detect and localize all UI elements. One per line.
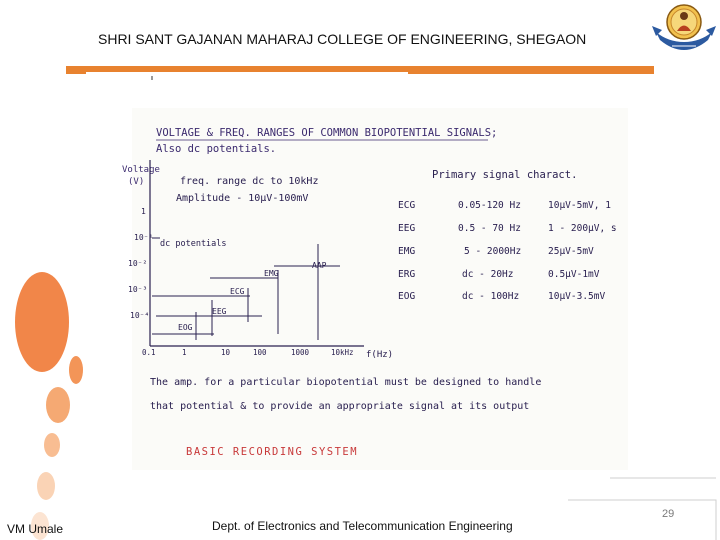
- x-tick-labels: [142, 348, 354, 357]
- slide-title: SHRI SANT GAJANAN MAHARAJ COLLEGE OF ENGINEERING, SHEGAON: [98, 31, 587, 47]
- table-row-amp: 1 - 200μV, s: [548, 223, 617, 234]
- footer-author: VM Umale: [7, 522, 64, 536]
- y-tick-label: 10⁻²: [128, 259, 148, 268]
- table-title: Primary signal charact.: [432, 169, 578, 181]
- plot-axes: [150, 160, 364, 346]
- table-row-signal: ECG: [398, 200, 416, 211]
- range-line1: freq. range dc to 10kHz: [180, 176, 319, 187]
- table-row-signal: EEG: [398, 223, 416, 234]
- notes-heading-line1: VOLTAGE & FREQ. RANGES OF COMMON BIOPOTENTIAL SIGNALS;: [156, 127, 498, 139]
- table-row-amp: 10μV-3.5mV: [548, 291, 606, 302]
- table-row-signal: EMG: [398, 246, 416, 257]
- x-tick-label: 100: [253, 348, 267, 357]
- plot-label-ecg: ECG: [230, 287, 245, 296]
- range-line2: Amplitude - 10μV-100mV: [176, 193, 309, 204]
- y-axis-label-line2: (V): [128, 177, 145, 187]
- slide-frame-corner: [568, 478, 716, 540]
- x-tick-label: 0.1: [142, 348, 156, 357]
- y-axis-label-line1: Voltage: [122, 165, 160, 175]
- y-tick-label: 10⁻¹: [134, 233, 154, 242]
- notes-heading-line2: Also dc potentials.: [156, 143, 277, 155]
- table-row-freq: 0.5 - 70 Hz: [458, 223, 521, 234]
- dc-potentials-label: dc potentials: [160, 239, 227, 249]
- page-number: 29: [662, 508, 675, 520]
- x-tick-label: 10: [221, 348, 231, 357]
- x-tick-label: 10kHz: [331, 348, 354, 357]
- table-row-amp: 25μV-5mV: [548, 246, 594, 257]
- x-tick-label: 1: [182, 348, 187, 357]
- table-row-freq: dc - 20Hz: [462, 269, 514, 280]
- table-row-amp: 0.5μV-1mV: [548, 269, 600, 280]
- plot-label-eog: EOG: [178, 323, 193, 332]
- notes-sentence-line1: The amp. for a particular biopotential must be designed to handle: [150, 377, 542, 388]
- table-row-freq: 5 - 2000Hz: [464, 246, 522, 257]
- y-tick-label: 1: [141, 207, 146, 216]
- footer-department: Dept. of Electronics and Telecommunication Engineering: [212, 519, 513, 533]
- table-row-freq: dc - 100Hz: [462, 291, 520, 302]
- notes-sentence-line2: that potential & to provide an appropriate signal at its output: [150, 401, 530, 412]
- table-row-amp: 10μV-5mV, 1: [548, 200, 611, 211]
- signal-table: [398, 200, 617, 302]
- x-tick-label: 1000: [291, 348, 310, 357]
- y-tick-label: 10⁻⁴: [130, 311, 150, 320]
- plot-label-emg: EMG: [264, 269, 279, 278]
- plot-label-eeg: EEG: [212, 307, 227, 316]
- table-row-signal: ERG: [398, 269, 416, 280]
- table-row-freq: 0.05-120 Hz: [458, 200, 521, 211]
- table-row-signal: EOG: [398, 291, 416, 302]
- section-title: BASIC RECORDING SYSTEM: [186, 446, 359, 458]
- x-axis-label: f(Hz): [366, 350, 394, 360]
- plot-label-aap: AAP: [312, 261, 327, 270]
- y-tick-label: 10⁻³: [128, 285, 148, 294]
